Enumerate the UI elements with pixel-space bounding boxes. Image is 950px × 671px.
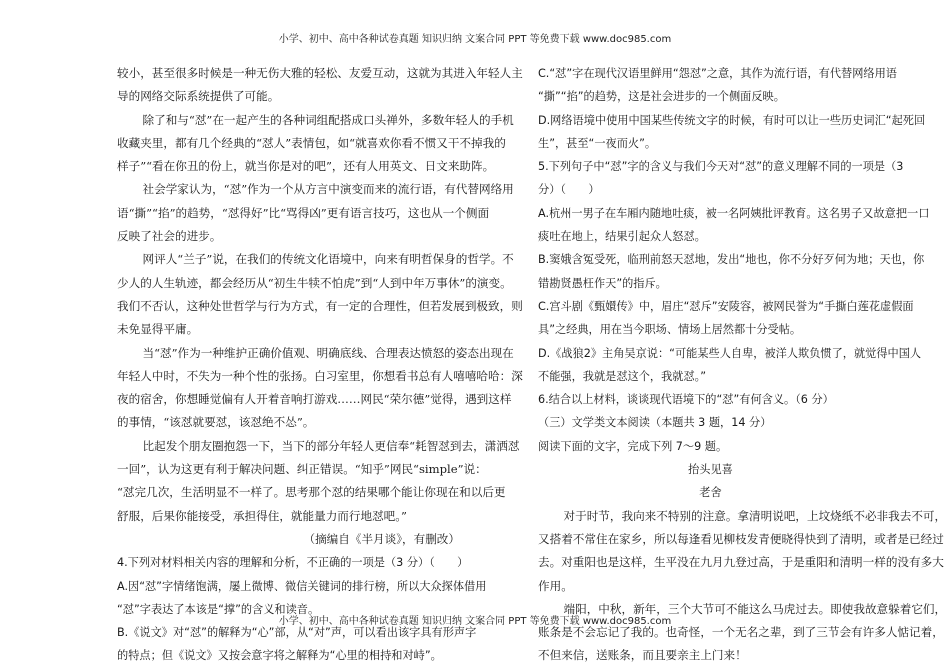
text-line: 去。对重阳也是这样，生平没在九月九登过高，于是重阳和清明一样的没有多大 xyxy=(538,555,944,570)
text-line: 错勘贤愚枉作天”的指斥。 xyxy=(538,276,667,290)
text-line: 我们不否认，这种处世哲学与行为方式，有一定的合理性，但若发展到极致，则 xyxy=(117,298,523,313)
text-line: D.《战狼2》主角吴京说：“可能某些人自卑，被洋人欺负惯了，就觉得中国人 xyxy=(538,346,922,360)
text-line: 少人的人生轨迹，都会经历从“初生牛犊不怕虎”到“人到中年万事休”的演变。 xyxy=(117,275,512,290)
text-line: 4.下列对材料相关内容的理解和分析，不正确的一项是（3 分）（ ） xyxy=(117,556,469,570)
text-line: 的特点；但《说文》又按会意字将之解释为“心里的相持和对峙”。 xyxy=(117,649,442,663)
text-line: 的事情，“该怼就要怼，该怼绝不怂”。 xyxy=(117,415,315,430)
text-line: 年轻人中时，不失为一种个性的张扬。白习室里，你想看书总有人嘻嘻哈哈：深 xyxy=(117,368,523,383)
text-line: 比起发个朋友圈抱怨一下，当下的部分年轻人更信奉“耗智怼到去，潇洒怼 xyxy=(142,438,520,453)
text-line: D.网络语境中使用中国某些传统文字的时候，有时可以让一些历史词汇“起死回 xyxy=(538,113,926,127)
text-line: 语“撕”“掐”的趋势，“怼得好”比“骂得凶”更有语言技巧，这也从一个侧面 xyxy=(117,205,490,220)
text-line: “撕”“掐”的趋势，这是社会进步的一个侧面反映。 xyxy=(538,90,785,104)
text-line: 收藏夹里，都有几个经典的“怼人”表情包，如“就喜欢你看不惯又干不掉我的 xyxy=(117,135,506,150)
text-line: 反映了社会的进步。 xyxy=(117,229,222,244)
text-line: B.窦娥含冤受死，临刑前怒天怼地，发出“地也，你不分好歹何为地；天也，你 xyxy=(538,253,925,267)
text-line: 导的网络交际系统提供了可能。 xyxy=(117,89,280,104)
text-line: 具”之经典，用在当今职场、情场上居然都十分受帖。 xyxy=(538,323,802,337)
text-line: 生”，甚至“一夜而火”。 xyxy=(538,136,657,150)
text-line: 除了和与“怼”在一起产生的各种词组配搭成口头禅外，多数年轻人的手机 xyxy=(142,112,514,127)
text-line: 当“怼”作为一种维护正确价值观、明确底线、合理表达愤怒的姿态出现在 xyxy=(142,345,514,360)
text-line: 又搭着不常住在家乡，所以每逢看见柳枝发青便晓得快到了清明，或者是已经过 xyxy=(538,531,944,546)
text-line: 端阳，中秋，新年，三个大节可不能这么马虎过去。即使我故意躲着它们， xyxy=(563,601,947,616)
text-line: 不但来信，送账条，而且要亲主上门来！ xyxy=(538,648,747,663)
text-line: 一回”，认为这更有利于解决问题、纠正错误。“知乎”网民“simple”说： xyxy=(117,462,487,477)
text-line: 5.下列句子中“怼”字的含义与我们今天对“怼”的意义理解不同的一项是（3 xyxy=(538,160,904,174)
text-line: 较小，甚至很多时候是一种无伤大雅的轻松、友爱互动，这就为其进入年轻人主 xyxy=(117,66,523,80)
text-line: 6.结合以上材料，谈谈现代语境下的“怼”有何含义。（6 分） xyxy=(538,393,834,407)
header-banner: 小学、初中、高中各种试卷真题 知识归纳 文案合同 PPT 等免费下载 www.doc985.com xyxy=(278,34,672,45)
text-line: 社会学家认为，“怼”作为一个从方言中演变而来的流行语，有代替网络用 xyxy=(142,182,514,197)
text-line: 夜的宿舍，你想睡觉偏有人开着音响打游戏……网民“荣尔德”觉得，遇到这样 xyxy=(117,392,512,407)
text-line: 舒服，后果你能接受，承担得住，就能量力而行地怼吧。” xyxy=(117,508,407,523)
text-line: 网评人“兰子”说，在我们的传统文化语境中，向来有明哲保身的哲学。不 xyxy=(142,252,514,267)
right-column xyxy=(538,62,947,668)
text-line: A.因“怼”字情绪饱满，屡上微博、微信关键词的排行榜，所以大众探体借用 xyxy=(117,579,487,593)
text-line: 未免显得平庸。 xyxy=(117,322,199,337)
text-line: 作用。 xyxy=(538,578,573,593)
text-line: （三）文学类文本阅读（本题共 3 题，14 分） xyxy=(538,416,772,430)
text-line: “怼”字表达了本该是“撑”的含义和读音。 xyxy=(117,602,320,616)
text-line: 痰吐在地上，结果引起众人怒怼。 xyxy=(538,230,706,244)
text-line: 样子”“看在你丑的份上，就当你是对的吧”，还有人用英文、日文来助阵。 xyxy=(117,159,495,174)
text-line: 抬头见喜 xyxy=(688,463,733,477)
text-line: 对于时节，我向来不特别的注意。拿清明说吧，上坟烧纸不必非我去不可， xyxy=(563,508,947,523)
text-line: 不能强，我就是怼这个，我就怼。” xyxy=(538,369,707,383)
text-line: C.“怼”字在现代汉语里鲜用“怨怼”之意，其作为流行语，有代替网络用语 xyxy=(538,67,897,80)
text-line: “怼完几次，生活明显不一样了。思考那个怼的结果哪个能让你现在和以后更 xyxy=(117,485,506,500)
text-line: 账条是不会忘记了我的。也奇怪，一个无名之辈，到了三节会有许多人惦记着， xyxy=(538,625,944,640)
text-line: （摘编自《半月谈》，有删改） xyxy=(303,531,460,546)
text-line: 老舍 xyxy=(699,486,722,500)
text-line: 分）（ ） xyxy=(538,183,600,197)
text-line: A.杭州一男子在车厢内随地吐痰，被一名阿姨批评教育。这名男子又故意把一口 xyxy=(538,206,930,220)
text-line: 阅读下面的文字，完成下列 7～9 题。 xyxy=(538,439,728,453)
footer-banner: 小学、初中、高中各种试卷真题 知识归纳 文案合同 PPT 等免费下载 www.doc985.com xyxy=(278,616,672,627)
text-line: B.《说文》对“怼”的解释为“心”部，从“对”声，可以看出该字具有形声字 xyxy=(117,626,477,640)
text-line: C.宫斗剧《甄嬛传》中，眉庄“怼斥”安陵容，被网民誉为“手撕白莲花虚假面 xyxy=(538,299,914,313)
